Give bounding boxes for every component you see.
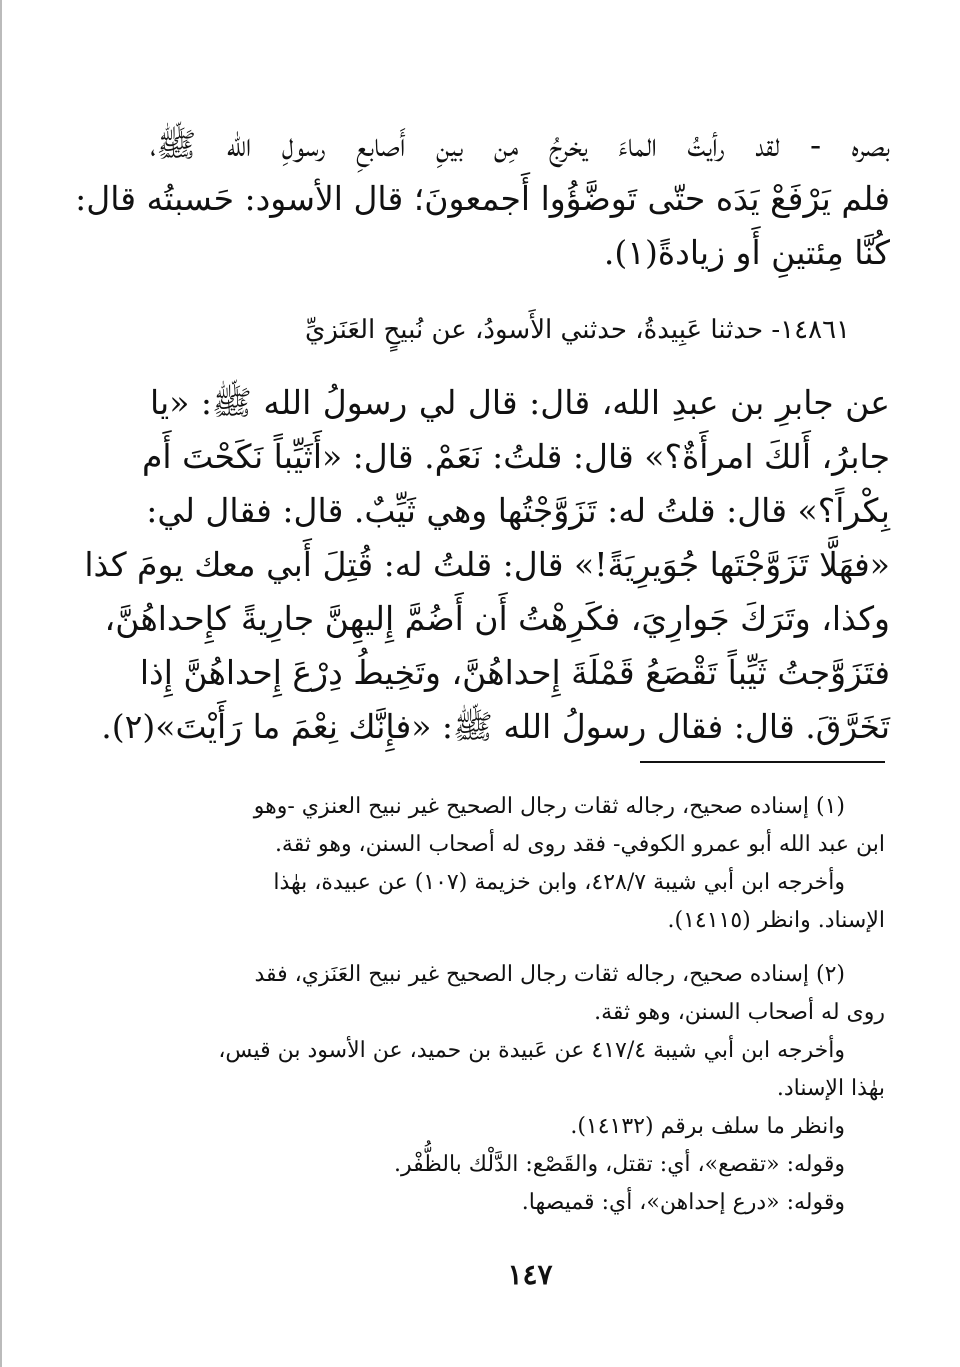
footnote-line: (١) إسناده صحيح، رجاله ثقات رجال الصحيح غير نبيح العنزي -وهو (253, 794, 845, 819)
hadith-body (84, 376, 890, 754)
text-line: عن جابرِ بن عبدِ الله، قال: قال لي رسولُ الله ﷺ: «يا (150, 383, 890, 422)
text-line: كُنَّا مِئتينِ أَو زيادةً(١). (603, 233, 890, 272)
footnote-1 (185, 788, 885, 940)
footnote-2 (185, 956, 885, 1222)
footnote-line: بهٰذا الإسناد. (776, 1076, 885, 1101)
footnote-line: وانظر ما سلف برقم (١٤١٣٢). (570, 1114, 845, 1139)
text-line: «فهَلَّا تَزَوَّجْتَها جُوَيرِيَةً!» قال: قلتُ له: قُتِلَ أَبي معك يومَ كذا (84, 545, 890, 584)
hadith-heading: ١٤٨٦١- حدثنا عَبِيدةُ، حدثني الأَسودُ، عن نُبيحٍ العَنَزيِّ (304, 315, 850, 345)
footnote-divider (640, 761, 885, 763)
footnote-line: (٢) إسناده صحيح، رجاله ثقات رجال الصحيح غير نبيح العَنَزي، فقد (254, 962, 845, 987)
text-line: فتَزَوَّجتُ ثَيِّباً تَقْصَعُ قَمْلَةَ إِحداهُنَّ، وتَخِيطُ دِرْعَ إِحداهُنَّ إِذا (139, 653, 890, 692)
text-line: تَخَرَّقَ. قال: فقال رسولُ الله ﷺ: «فإِنَّك نِعْمَ ما رَأَيْتَ»(٢). (101, 707, 890, 746)
footnote-line: وأخرجه ابن أبي شيبة ٤٢٨/٧، وابن خزيمة (١٠٧) عن عبيدة، بهٰذا (273, 870, 845, 895)
text-line: فلم يَرْفَعْ يَدَه حتّى تَوضَّؤُوا أَجمعونَ؛ قال الأسود: حَسبتُه قال: (75, 179, 890, 218)
footnote-line: الإسناد. وانظر (١٤١١٥). (667, 908, 885, 933)
text-line: بِكْراً؟» قال: قلتُ له: تَزَوَّجْتُها وهي ثَيِّبٌ. قال: فقال لي: (146, 491, 890, 530)
footnote-line: وقوله: «درع إحداهن»، أي: قميصها. (521, 1190, 845, 1215)
page-edge (0, 0, 2, 1367)
footnote-line: روى له أصحاب السنن، وهو ثقة. (594, 1000, 885, 1025)
footnote-line: ابن عبد الله أبو عمرو الكوفي- فقد روى له أصحاب السنن، وهو ثقة. (274, 832, 885, 857)
footnote-line: وأخرجه ابن أبي شيبة ٤١٧/٤ عن عَبيدة بن حميد، عن الأسود بن قيس، (218, 1038, 845, 1063)
text-line: بصره - لقد رأيتُ الماءَ يخرجُ مِن بينِ أَصابعِ رسولِ الله ﷺ، (150, 125, 890, 164)
footnote-line: وقوله: «تقصع»، أي: تقتل، والقَصْع: الدَّلْك بالظُّفْر. (393, 1152, 845, 1177)
page-number: ١٤٧ (507, 1258, 553, 1291)
text-line: وكذا، وتَرَكَ جَوارِيَ، فكَرِهْتُ أَن أَضُمَّ إِليهِنَّ جارِيةً كإِحداهُنَّ، (104, 599, 890, 638)
opening-paragraph (75, 118, 890, 280)
text-line: جابرُ، أَلكَ امرأَةٌ؟» قال: قلتُ: نَعَمْ. قال: «أَثَيِّباً نَكَحْتَ أَم (141, 437, 890, 476)
